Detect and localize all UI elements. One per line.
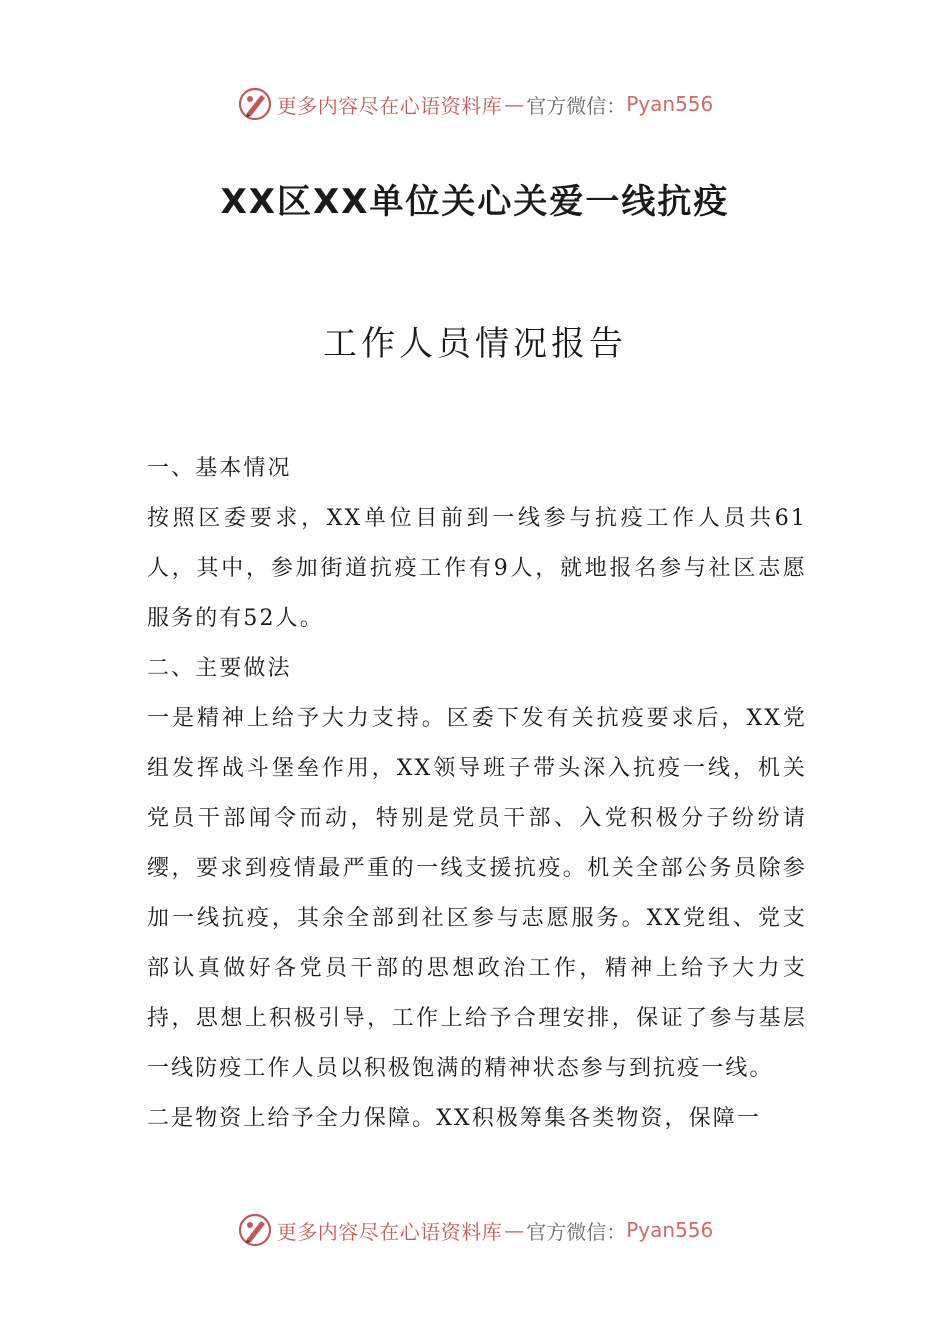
watermark-separator: — xyxy=(504,1218,525,1242)
watermark-site-text: 更多内容尽在心语资料库 xyxy=(276,1219,503,1244)
watermark-banner-top xyxy=(0,84,950,124)
watermark-account-id: Pyan556 xyxy=(626,1218,714,1242)
pen-logo-icon xyxy=(237,1212,273,1248)
watermark-banner-bottom xyxy=(0,1210,950,1250)
paragraph: 一是精神上给予大力支持。区委下发有关抗疫要求后，XX党组发挥战斗堡垒作用，XX领导班子带头深入抗疫一线，机关党员干部闻令而动，特别是党员干部、入党积极分子纷纷请缨，要求到疫情最严重的一线支援抗疫。机关全部公务员除参加一线抗疫，其余全部到社区参与志愿服务。XX党组、党支部认真做好各党员干部的思想政治工作，精神上给予大力支持，思想上积极引导，工作上给予合理安排，保证了参与基层一线防疫工作人员以积极饱满的精神状态参与到抗疫一线。 xyxy=(147,706,807,1081)
document-body xyxy=(147,444,807,1144)
pen-logo-icon xyxy=(237,86,273,122)
document-title-line-1: XX区XX单位关心关爱一线抗疫 xyxy=(220,182,730,222)
section-heading: 一、基本情况 xyxy=(147,456,292,481)
paragraph: 二是物资上给予全力保障。XX积极筹集各类物资，保障一 xyxy=(147,1106,761,1131)
document-title-line-2: 工作人员情况报告 xyxy=(323,324,627,364)
section-heading: 二、主要做法 xyxy=(147,656,292,681)
watermark-account-label: 官方微信： xyxy=(526,93,627,118)
watermark-account-id: Pyan556 xyxy=(626,92,714,116)
paragraph: 按照区委要求，XX单位目前到一线参与抗疫工作人员共61人，其中，参加街道抗疫工作有9人，就地报名参与社区志愿服务的有52人。 xyxy=(147,506,807,631)
watermark-account-label: 官方微信： xyxy=(526,1219,627,1244)
watermark-separator: — xyxy=(504,92,525,116)
watermark-site-text: 更多内容尽在心语资料库 xyxy=(276,93,503,118)
